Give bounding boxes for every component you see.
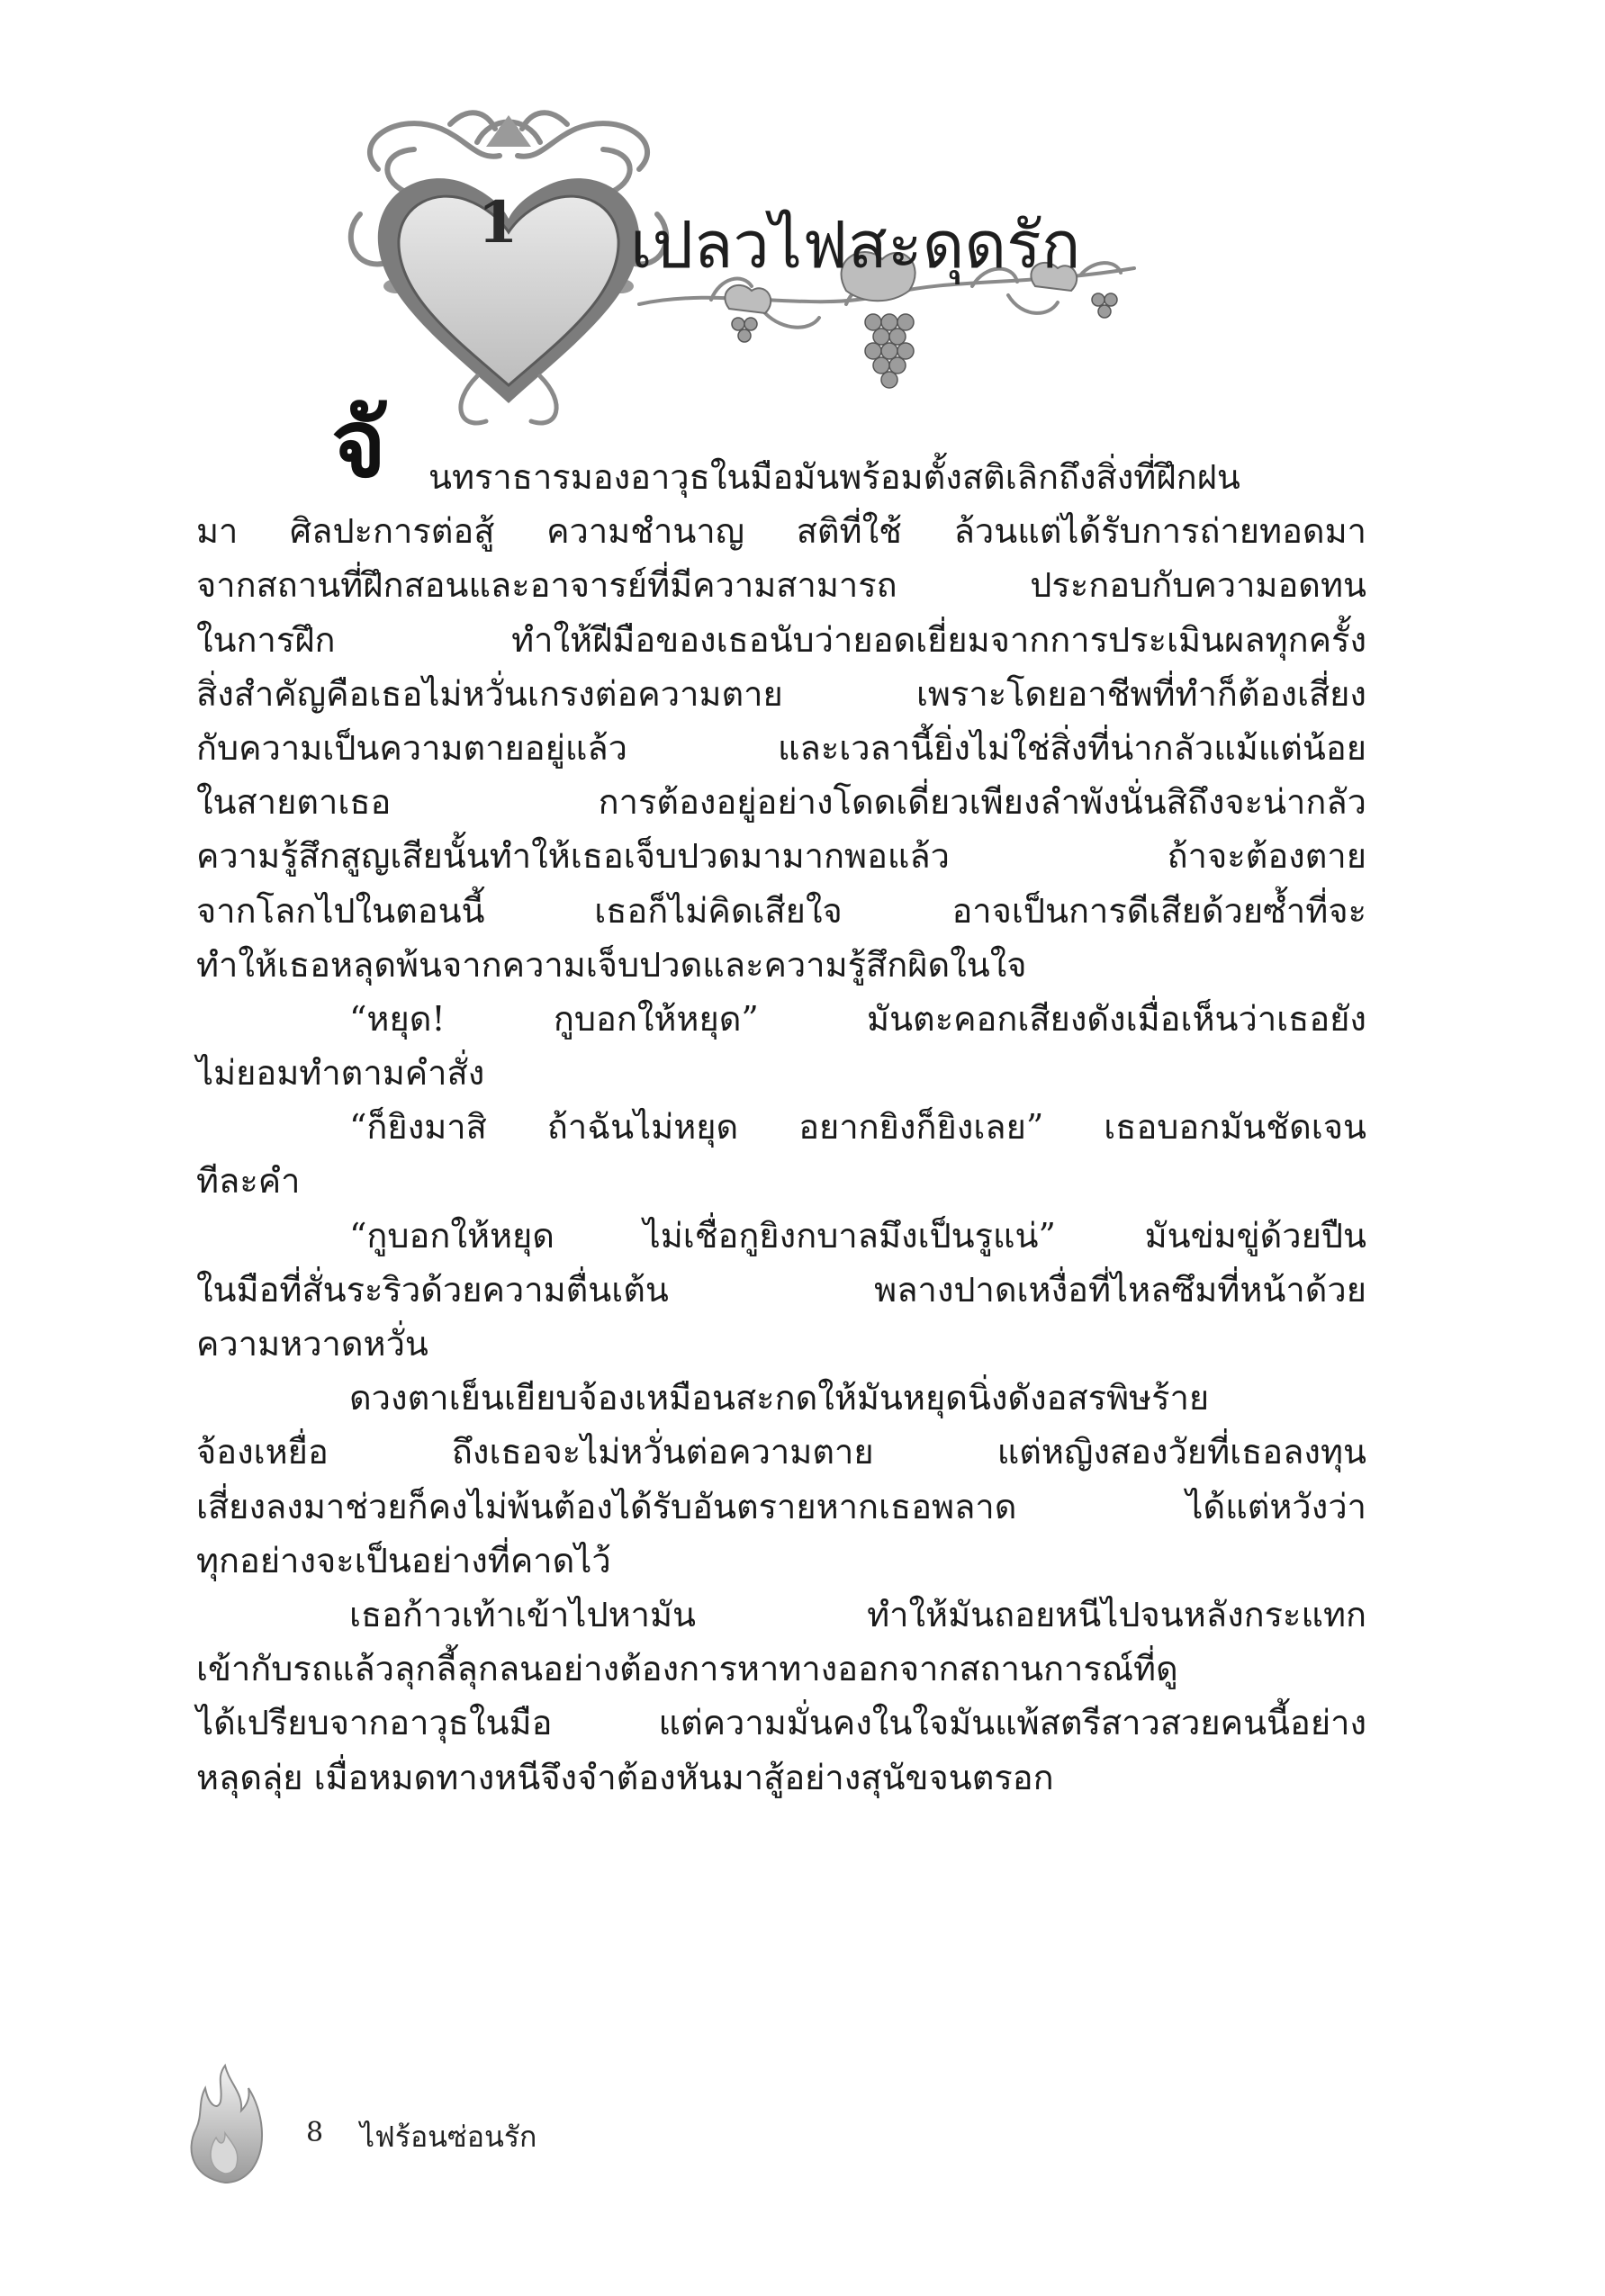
chapter-title: เปลวไฟสะดุดรัก [630,207,1081,283]
text-line: สิ่งสำคัญคือเธอไม่หวั่นเกรงต่อความตาย เพราะโดยอาชีพที่ทำก็ต้องเสี่ยง [196,673,1366,714]
text-line: ได้เปรียบจากอาวุธในมือ แต่ความมั่นคงในใจมันแพ้สตรีสาวสวยคนนี้อย่าง [196,1703,1366,1743]
text-line: “หยุด! กูบอกให้หยุด” มันตะคอกเสียงดังเมื่อเห็นว่าเธอยัง [349,998,1366,1039]
text-line: เสี่ยงลงมาช่วยก็คงไม่พ้นต้องได้รับอันตรายหากเธอพลาด ได้แต่หวังว่า [196,1486,1366,1526]
text-line: ในมือที่สั่นระริวด้วยความตื่นเต้น พลางปาดเหงื่อที่ไหลซึมที่หน้าด้วย [196,1269,1366,1310]
text-line: จากสถานที่ฝึกสอนและอาจารย์ที่มีความสามารถ ประกอบกับความอดทน [196,565,1366,606]
text-line: ทำให้เธอหลุดพ้นจากความเจ็บปวดและความรู้สึกผิดในใจ [196,944,1027,985]
text-line: มา ศิลปะการต่อสู้ ความชำนาญ สติที่ใช้ ล้วนแต่ได้รับการถ่ายทอดมา [196,511,1366,552]
text-line: กับความเป็นความตายอยู่แล้ว และเวลานี้ยิ่งไม่ใช่สิ่งที่น่ากลัวแม้แต่น้อย [196,727,1366,768]
text-line: จ้องเหยื่อ ถึงเธอจะไม่หวั่นต่อความตาย แต่หญิงสองวัยที่เธอลงทุน [196,1432,1366,1472]
text-line: ในการฝึก ทำให้ฝีมือของเธอนับว่ายอดเยี่ยมจากการประเมินผลทุกครั้ง [196,619,1366,660]
drop-cap: จั [331,388,386,499]
flame-icon [180,2061,270,2187]
text-line: หลุดลุ่ย เมื่อหมดทางหนีจึงจำต้องหันมาสู้อย่างสุนัขจนตรอก [196,1757,1054,1797]
chapter-number: 1 [477,189,518,257]
text-line: “กูบอกให้หยุด ไม่เชื่อกูยิงกบาลมึงเป็นรูแน่” มันข่มขู่ด้วยปืน [349,1215,1366,1256]
text-line: ดวงตาเย็นเยียบจ้องเหมือนสะกดให้มันหยุดนิ่งดังอสรพิษร้าย [349,1378,1210,1418]
text-line: ความหวาดหวั่น [196,1324,428,1364]
book-title: ไฟร้อนซ่อนรัก [360,2120,537,2154]
text-line: ไม่ยอมทำตามคำสั่ง [196,1053,485,1094]
text-line: จากโลกไปในตอนนี้ เธอก็ไม่คิดเสียใจ อาจเป็นการดีเสียด้วยซ้ำที่จะ [196,890,1366,931]
text-line: ความรู้สึกสูญเสียนั้นทำให้เธอเจ็บปวดมามากพอแล้ว ถ้าจะต้องตาย [196,836,1366,877]
text-line: ในสายตาเธอ การต้องอยู่อย่างโดดเดี่ยวเพียงลำพังนั่นสิถึงจะน่ากลัว [196,782,1366,823]
paragraph-first-line [196,388,1366,504]
page-number: 8 [306,2117,324,2148]
text-line: เธอก้าวเท้าเข้าไปหามัน ทำให้มันถอยหนีไปจนหลังกระแทก [349,1594,1366,1634]
text-line: นทราธารมองอาวุธในมือมันพร้อมตั้งสติเลิกถึงสิ่งที่ฝึกฝน [428,457,1240,497]
text-line: “ก็ยิงมาสิ ถ้าฉันไม่หยุด อยากยิงก็ยิงเลย” เธอบอกมันชัดเจน [349,1107,1366,1148]
text-line: ทุกอย่างจะเป็นอย่างที่คาดไว้ [196,1540,611,1580]
text-line: ทีละคำ [196,1161,301,1202]
chapter-body [196,388,1366,1805]
text-line: เข้ากับรถแล้วลุกลี้ลุกลนอย่างต้องการหาทางออกจากสถานการณ์ที่ดู [196,1649,1178,1689]
